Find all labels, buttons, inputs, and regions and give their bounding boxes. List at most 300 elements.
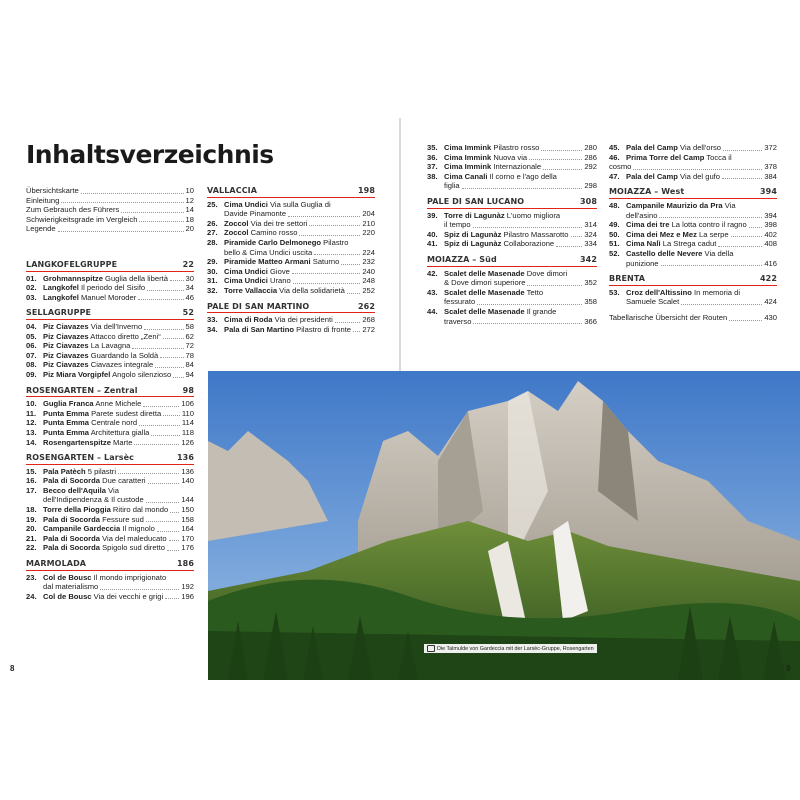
intro-page: 20 (185, 224, 194, 234)
entry-route: Il corno e l'ago della (487, 171, 557, 181)
dot-leader (170, 512, 179, 513)
entry-page: 372 (764, 143, 777, 152)
entry-page: 58 (185, 321, 194, 331)
toc-entry (427, 317, 597, 327)
entry-title (43, 505, 168, 515)
entry-number: 16. (26, 476, 37, 486)
entry-title (43, 399, 141, 409)
section-title: ROSENGARTEN – Zentral (26, 385, 138, 395)
dot-leader (121, 212, 183, 213)
entry-peak: Col de Bousc (43, 572, 92, 582)
entry-number: 28. (207, 237, 218, 247)
entry-number: 44. (427, 306, 438, 316)
entry-number: 33. (207, 315, 218, 325)
entry-route: dal materialismo (43, 582, 99, 592)
entry-page: 170 (181, 533, 194, 543)
section-title: LANGKOFELGRUPPE (26, 260, 118, 269)
entry-number: 18. (26, 505, 37, 515)
entry-title (626, 143, 721, 153)
entry-page: 30 (185, 273, 194, 283)
entry-page: 72 (185, 341, 194, 351)
toc-entry (26, 418, 194, 428)
entry-title (609, 162, 631, 172)
entry-page: 394 (764, 210, 777, 220)
toc-column-2 (207, 186, 375, 334)
section-title: MOIAZZA – Süd (427, 254, 497, 264)
dot-leader (148, 483, 180, 484)
dot-leader (165, 598, 179, 599)
entry-page: 46 (185, 292, 194, 302)
entry-route: La serpe (696, 229, 729, 239)
entry-title (444, 143, 539, 153)
dot-leader (718, 246, 762, 247)
entry-page: 164 (181, 524, 194, 534)
entry-peak: Pala Patèch (43, 466, 86, 476)
toc-entry (609, 162, 777, 172)
page-title: Inhaltsverzeichnis (26, 140, 274, 169)
entry-page: 140 (181, 476, 194, 486)
dot-leader (58, 231, 184, 232)
entry-route: Due caratteri (99, 476, 146, 486)
dot-leader (147, 290, 183, 291)
entry-number: 41. (427, 239, 438, 249)
entry-page: 110 (181, 408, 194, 418)
entry-number: 53. (609, 287, 620, 297)
entry-title (444, 269, 597, 279)
toc-entry (609, 297, 777, 307)
entry-peak: Piz Ciavazes (43, 341, 89, 351)
entry-title (224, 200, 375, 210)
entry-title (43, 293, 136, 303)
toc-section (26, 260, 194, 302)
intro-page: 14 (185, 205, 194, 215)
entry-peak: Spiz di Lagunàz (444, 229, 502, 239)
toc-entry (26, 505, 194, 515)
entry-peak: Torre della Pioggia (43, 505, 111, 515)
section-title: PALE DI SAN LUCANO (427, 196, 525, 206)
dot-leader (163, 415, 180, 416)
dot-leader (134, 444, 179, 445)
entry-title (444, 239, 554, 249)
entry-route: Giove (267, 266, 290, 276)
entry-peak: Scalet delle Masenade (444, 306, 525, 316)
section-heading (427, 255, 597, 267)
entry-peak: Cima Immink (444, 162, 492, 172)
entry-page: 272 (362, 324, 375, 334)
entry-page: 232 (362, 257, 375, 267)
dot-leader (353, 331, 360, 332)
dot-leader (529, 159, 582, 160)
section-heading (207, 302, 375, 314)
dot-leader (309, 225, 360, 226)
dot-leader (139, 221, 183, 222)
entry-page: 430 (764, 312, 777, 322)
entry-route: Il grande (524, 306, 557, 316)
entry-page: 144 (181, 495, 194, 505)
entry-route: Davide Pinamonte (224, 209, 287, 219)
dot-leader (722, 178, 762, 179)
entry-title (43, 573, 194, 583)
section-title: BRENTA (609, 274, 646, 284)
entry-route: Pilastro di fronte (294, 324, 352, 334)
entry-title (444, 230, 569, 240)
entry-title (224, 286, 345, 296)
entry-route: Via della (702, 248, 734, 258)
section-page: 98 (182, 385, 194, 395)
section-heading (609, 274, 777, 286)
entry-number: 25. (207, 199, 218, 209)
toc-entry (427, 239, 597, 249)
entry-peak: Cima Immink (444, 143, 492, 152)
toc-entry (427, 172, 597, 182)
dot-leader (170, 280, 184, 281)
entry-title (224, 325, 351, 335)
toc-entry (427, 153, 597, 163)
toc-entry (207, 267, 375, 277)
entry-page: 366 (584, 316, 597, 326)
entry-route: Architettura gialla (89, 427, 150, 437)
entry-number: 30. (207, 266, 218, 276)
entry-title (43, 582, 98, 592)
entry-page: 118 (181, 427, 194, 437)
entry-number: 27. (207, 228, 218, 238)
section-title: SELLAGRUPPE (26, 308, 92, 318)
entry-page: 106 (181, 399, 194, 409)
entry-number: 29. (207, 257, 218, 267)
entry-title (444, 172, 597, 182)
intro-page: 18 (185, 214, 194, 224)
entry-title (444, 211, 597, 221)
toc-section (26, 386, 194, 448)
section-page: 394 (760, 187, 777, 197)
entry-title (43, 543, 165, 553)
dot-leader (100, 589, 179, 590)
dot-leader (527, 285, 582, 286)
entry-peak: Zoccol (224, 228, 249, 238)
toc-entry (207, 276, 375, 286)
dot-leader (138, 299, 183, 300)
entry-title (626, 201, 777, 211)
dot-leader (155, 367, 183, 368)
toc-section (609, 143, 777, 181)
toc-section (427, 255, 597, 326)
toc-entry (427, 181, 597, 191)
entry-route: punizione (626, 258, 659, 268)
dot-leader (347, 293, 360, 294)
toc-section (207, 186, 375, 296)
dot-leader (118, 473, 179, 474)
entry-peak: Punta Emma (43, 408, 89, 418)
entry-route: Dove dimori (524, 268, 568, 278)
entry-route: Il periodo del Sisifo (78, 283, 146, 293)
entry-peak: Castello delle Nevere (626, 248, 703, 258)
section-page: 262 (358, 301, 375, 311)
entry-route: bello & Cima Undici uscita (224, 247, 313, 257)
section-heading (26, 453, 194, 465)
dot-leader (731, 236, 763, 237)
entry-route: Ritiro dal mondo (110, 505, 169, 515)
entry-title (43, 534, 167, 544)
entry-page: 352 (584, 278, 597, 288)
toc-entry (609, 211, 777, 221)
entry-title (626, 259, 659, 269)
toc-entry (207, 209, 375, 219)
photo-caption (424, 644, 597, 653)
entry-route: Internazionale (491, 162, 542, 172)
entry-number: 35. (427, 143, 438, 152)
entry-route: Tabellarische Übersicht der Routen (609, 312, 728, 322)
entry-number: 40. (427, 229, 438, 239)
dot-leader (151, 435, 180, 436)
dot-leader (288, 216, 360, 217)
entry-page: 298 (584, 181, 597, 191)
dot-leader (462, 188, 583, 189)
entry-number: 47. (609, 171, 620, 181)
entry-page: 62 (185, 331, 194, 341)
entry-title (626, 297, 679, 307)
dot-leader (293, 283, 361, 284)
mountain-photo (208, 371, 800, 680)
intro-title: Schwierigkeitsgrade im Vergleich (26, 214, 138, 224)
entry-peak: Pala di San Martino (224, 324, 295, 334)
entry-title (43, 332, 161, 342)
intro-title: Einleitung (26, 195, 60, 205)
section-page: 342 (580, 254, 597, 264)
entry-number: 26. (207, 218, 218, 228)
entry-peak: Torre di Lagunàz (444, 210, 505, 220)
toc-column-1 (26, 260, 194, 601)
intro-title: Übersichtskarte (26, 186, 79, 195)
dot-leader (659, 217, 762, 218)
toc-section (26, 559, 194, 601)
entry-title (43, 524, 155, 534)
entry-peak: Pala del Camp (626, 143, 678, 152)
section-page: 186 (177, 559, 194, 569)
toc-entry (427, 143, 597, 153)
toc-entry (26, 409, 194, 419)
entry-peak: Cima dei tre (626, 220, 670, 230)
entry-number: 51. (609, 239, 620, 249)
entry-number: 34. (207, 324, 218, 334)
entry-route: dell'Indipendenza & Il custode (43, 495, 144, 505)
section-page: 52 (182, 308, 194, 318)
toc-column-3 (427, 143, 597, 326)
toc-section (207, 302, 375, 335)
entry-title (224, 315, 333, 325)
dot-leader (146, 502, 180, 503)
toc-section (427, 143, 597, 191)
entry-peak: Cima Undici (224, 276, 268, 286)
toc-entry (207, 219, 375, 229)
entry-title (224, 257, 339, 267)
entry-peak: Campanile Gardeccia (43, 524, 121, 534)
entry-number: 08. (26, 360, 37, 370)
toc-entry (427, 230, 597, 240)
toc-entry (207, 257, 375, 267)
entry-title (43, 418, 137, 428)
entry-page: 126 (181, 437, 194, 447)
entry-number: 02. (26, 283, 37, 293)
entry-number: 20. (26, 524, 37, 534)
entry-title (224, 276, 291, 286)
entry-route: cosmo (609, 162, 632, 172)
entry-title (626, 153, 777, 163)
section-title: VALLACCIA (207, 186, 258, 195)
toc-entry (427, 211, 597, 221)
entry-route: 5 pilastri (85, 466, 117, 476)
entry-number: 19. (26, 514, 37, 524)
entry-page: 136 (181, 466, 194, 476)
dot-leader (81, 193, 184, 194)
toc-entry (207, 228, 375, 238)
entry-peak: Piz Miara Vorgipfel (43, 369, 111, 379)
toc-entry (26, 573, 194, 583)
toc-entry (609, 143, 777, 153)
entry-route: Ciavazes integrale (88, 360, 154, 370)
section-heading (207, 186, 375, 198)
dot-leader (146, 521, 179, 522)
entry-page: 114 (181, 418, 194, 428)
dot-leader (144, 329, 183, 330)
dot-leader (163, 338, 184, 339)
entry-title (43, 438, 132, 448)
entry-title (609, 313, 727, 323)
entry-number: 39. (427, 210, 438, 220)
entry-page: 416 (764, 258, 777, 268)
entry-peak: Prima Torre del Camp (626, 152, 705, 162)
dot-leader (299, 235, 360, 236)
toc-entry (26, 399, 194, 409)
toc-entry (609, 288, 777, 298)
entry-number: 11. (26, 408, 37, 418)
entry-route: Nuova via (491, 152, 528, 162)
entry-route: figlia (444, 181, 460, 191)
camera-icon (427, 645, 435, 652)
entry-page: 150 (181, 505, 194, 515)
entry-route: Pilastro rosso (491, 143, 540, 152)
entry-title (224, 219, 307, 229)
entry-number: 13. (26, 427, 37, 437)
toc-entry (427, 220, 597, 230)
toc-entry (207, 315, 375, 325)
section-heading (26, 308, 194, 320)
entry-title (43, 351, 158, 361)
toc-entry (207, 286, 375, 296)
intro-list (26, 186, 194, 234)
entry-title (43, 476, 146, 486)
entry-page: 192 (181, 582, 194, 592)
toc-entry (26, 486, 194, 496)
dot-leader (477, 304, 582, 305)
entry-number: 03. (26, 292, 37, 302)
entry-route: La Lavagna (88, 341, 131, 351)
intro-title: Zum Gebrauch des Führers (26, 205, 120, 215)
entry-route: Via del maleducato (99, 533, 167, 543)
intro-entry (26, 196, 194, 206)
entry-route: Parete sudest diretta (89, 408, 162, 418)
entry-number: 45. (609, 143, 620, 152)
toc-entry (26, 428, 194, 438)
entry-title (224, 267, 290, 277)
entry-peak: Cima Immink (444, 152, 492, 162)
dot-leader (571, 236, 583, 237)
entry-title (224, 228, 297, 238)
photo-caption-text: Die Talmulde von Gardeccia mit der Larsèc-Gruppe, Rosengarten (437, 645, 594, 652)
entry-number: 49. (609, 220, 620, 230)
entry-peak: Campanile Maurizio da Pra (626, 200, 723, 210)
entry-peak: Scalet delle Masenade (444, 268, 525, 278)
dot-leader (169, 540, 180, 541)
entry-peak: Piz Ciavazes (43, 350, 89, 360)
entry-peak: Scalet delle Masenade (444, 287, 525, 297)
entry-page: 292 (584, 162, 597, 172)
toc-entry (26, 592, 194, 602)
intro-page: 12 (185, 195, 194, 205)
entry-peak: Spiz di Lagunàz (444, 239, 502, 249)
toc-entry (26, 370, 194, 380)
toc-entry (26, 274, 194, 284)
entry-page: 398 (764, 220, 777, 230)
entry-page: 408 (764, 239, 777, 249)
toc-entry (26, 515, 194, 525)
toc-entry (26, 495, 194, 505)
entry-peak: Cima Canali (444, 171, 488, 181)
entry-route: Spigolo sud diretto (99, 543, 165, 553)
entry-route: fessurato (444, 297, 476, 307)
entry-page: 158 (181, 514, 194, 524)
entry-title (224, 248, 312, 258)
entry-route: Marte (110, 437, 133, 447)
entry-route: Via dell'orso (677, 143, 722, 152)
entry-number: 46. (609, 152, 620, 162)
intro-page: 10 (185, 186, 194, 195)
toc-entry (207, 325, 375, 335)
section-page: 308 (580, 196, 597, 206)
section-heading (609, 187, 777, 199)
dot-leader (473, 227, 583, 228)
toc-section (609, 187, 777, 268)
entry-page: 220 (362, 228, 375, 238)
entry-route: Via (722, 200, 736, 210)
entry-route: Via dei presidenti (272, 315, 333, 325)
intro-entry (26, 205, 194, 215)
entry-number: 31. (207, 276, 218, 286)
entry-number: 15. (26, 466, 37, 476)
dot-leader (157, 531, 179, 532)
intro-entry (26, 224, 194, 234)
entry-route: Via del gufo (677, 171, 721, 181)
toc-entry (207, 248, 375, 258)
entry-route: Via dei vecchi e grigi (91, 591, 164, 601)
entry-route: Centrale nord (89, 418, 138, 428)
entry-peak: Langkofel (43, 292, 79, 302)
toc-entry (609, 313, 777, 323)
toc-entry (26, 360, 194, 370)
entry-page: 94 (185, 369, 194, 379)
dot-leader (543, 169, 582, 170)
toc-entry (26, 524, 194, 534)
entry-number: 17. (26, 485, 37, 495)
section-title: PALE DI SAN MARTINO (207, 301, 310, 311)
dot-leader (173, 377, 183, 378)
entry-title (43, 283, 145, 293)
entry-page: 224 (362, 247, 375, 257)
entry-route: In memoria di (691, 287, 741, 297)
page-number-right: 9 (786, 664, 791, 673)
entry-title (43, 370, 171, 380)
entry-number: 04. (26, 321, 37, 331)
entry-peak: Pala di Socorda (43, 514, 100, 524)
